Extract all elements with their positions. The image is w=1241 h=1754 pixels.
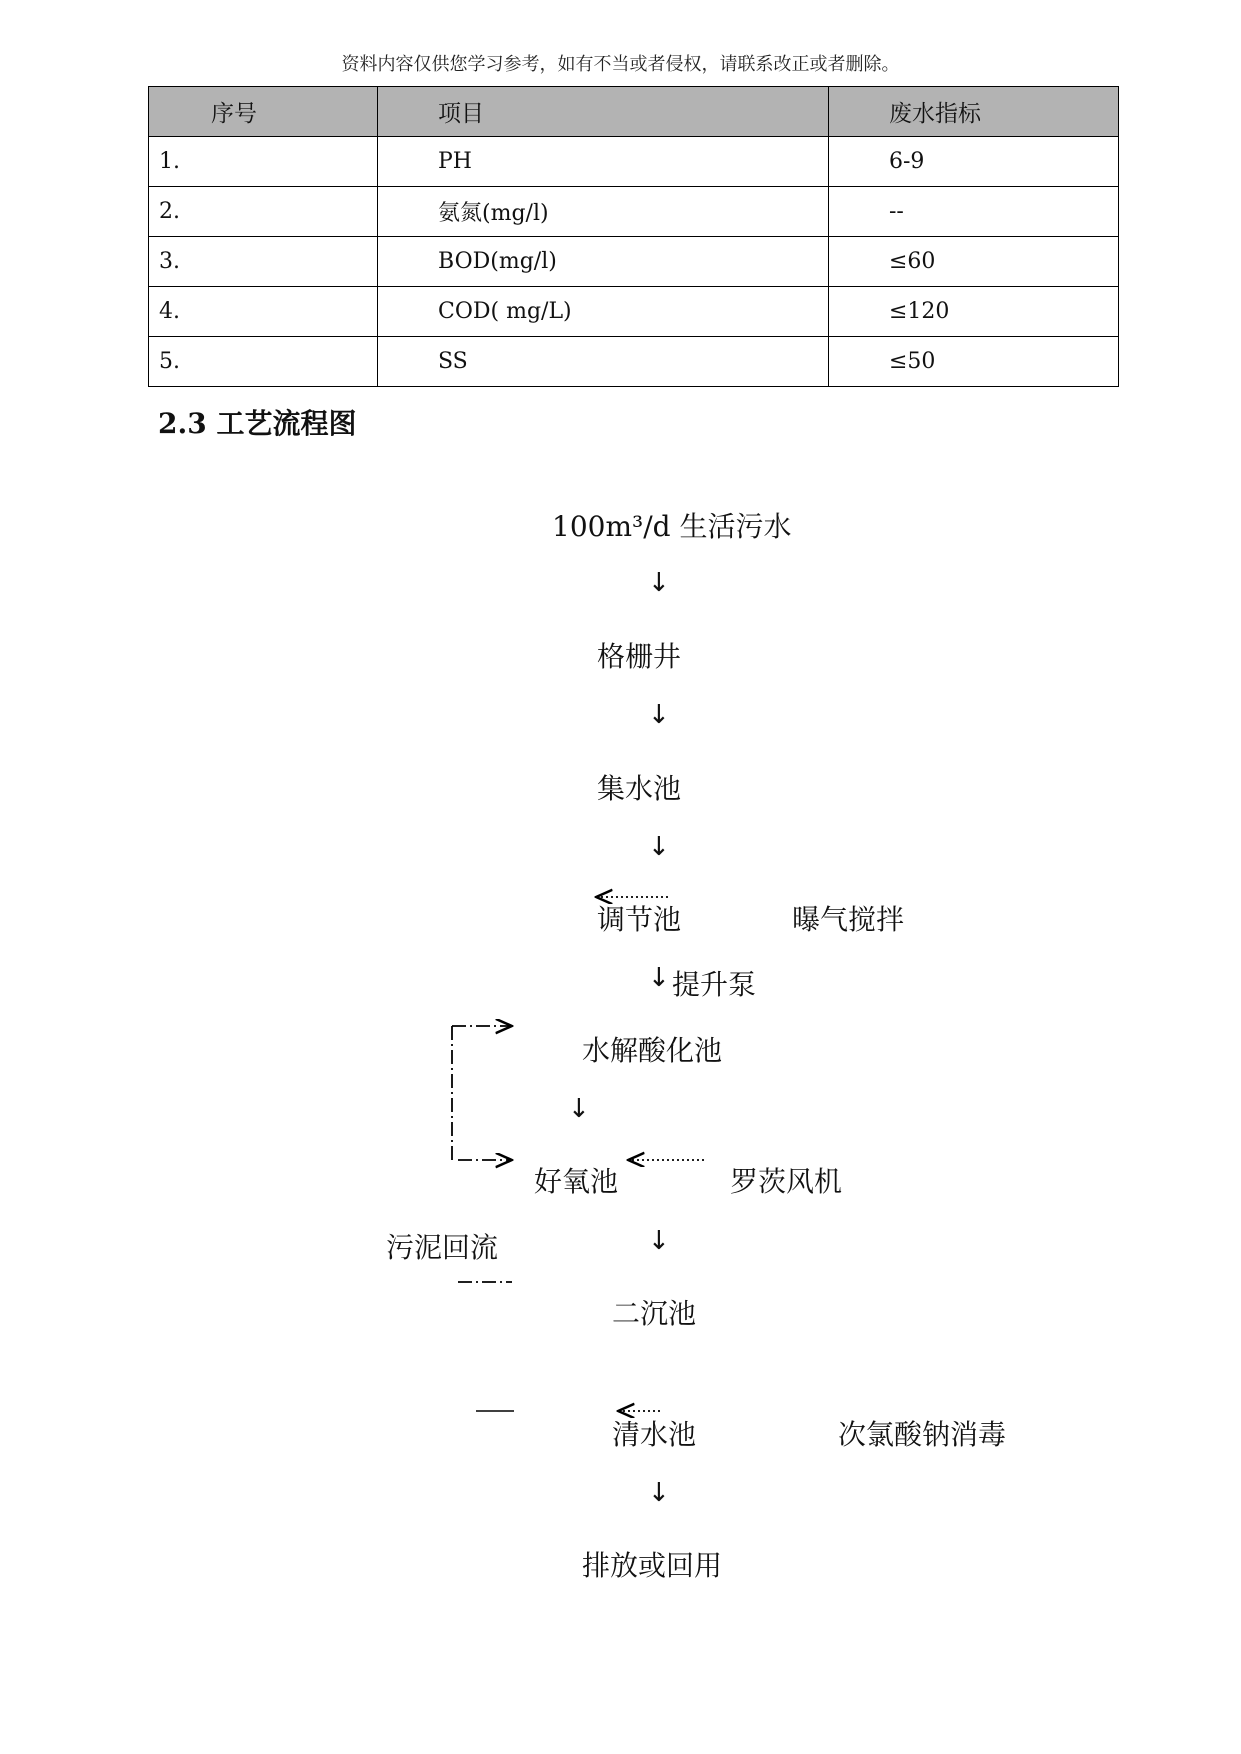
node-sludge-return: 污泥回流 <box>386 1231 499 1264</box>
node-disinfection: 次氯酸钠消毒 <box>838 1418 1007 1451</box>
cell-index: 4. <box>149 287 378 337</box>
down-arrow-icon: ↓ <box>648 832 670 862</box>
col-header-indicator: 废水指标 <box>829 87 1119 137</box>
cell-indicator: ≤50 <box>829 337 1119 387</box>
cell-index: 2. <box>149 187 378 237</box>
down-arrow-icon: ↓ <box>648 700 670 730</box>
cell-item: SS <box>378 337 829 387</box>
down-arrow-icon: ↓ <box>648 568 670 598</box>
node-hydrolysis-tank: 水解酸化池 <box>582 1034 723 1067</box>
cell-indicator: ≤120 <box>829 287 1119 337</box>
cell-item: COD( mg/L) <box>378 287 829 337</box>
node-lift-pump: 提升泵 <box>672 968 757 1001</box>
down-arrow-icon: ↓ <box>648 963 670 993</box>
cell-indicator: ≤60 <box>829 237 1119 287</box>
cell-indicator: -- <box>829 187 1119 237</box>
cell-index: 5. <box>149 337 378 387</box>
section-title: 2.3 工艺流程图 <box>158 407 357 440</box>
down-arrow-icon: ↓ <box>648 1478 670 1508</box>
node-discharge: 排放或回用 <box>582 1549 723 1582</box>
node-screen-well: 格栅井 <box>597 640 682 673</box>
node-roots-blower: 罗茨风机 <box>730 1165 843 1198</box>
down-arrow-icon: ↓ <box>648 1226 670 1256</box>
node-aerobic-tank: 好氧池 <box>534 1165 619 1198</box>
cell-index: 3. <box>149 237 378 287</box>
down-arrow-icon: ↓ <box>568 1094 590 1124</box>
cell-index: 1. <box>149 137 378 187</box>
cell-item: BOD(mg/l) <box>378 237 829 287</box>
node-secondary-clarifier: 二沉池 <box>612 1297 697 1330</box>
node-collection-tank: 集水池 <box>597 772 682 805</box>
node-equalization-tank: 调节池 <box>597 903 682 936</box>
header-disclaimer: 资料内容仅供您学习参考，如有不当或者侵权，请联系改正或者删除。 <box>341 54 900 75</box>
cell-indicator: 6-9 <box>829 137 1119 187</box>
node-aeration-mixing: 曝气搅拌 <box>792 903 905 936</box>
node-clear-water-tank: 清水池 <box>612 1418 697 1451</box>
col-header-index: 序号 <box>149 87 378 137</box>
node-source-sewage: 100m³/d 生活污水 <box>552 510 792 543</box>
cell-item: PH <box>378 137 829 187</box>
cell-item: 氨氮(mg/l) <box>378 187 829 237</box>
col-header-item: 项目 <box>378 87 829 137</box>
